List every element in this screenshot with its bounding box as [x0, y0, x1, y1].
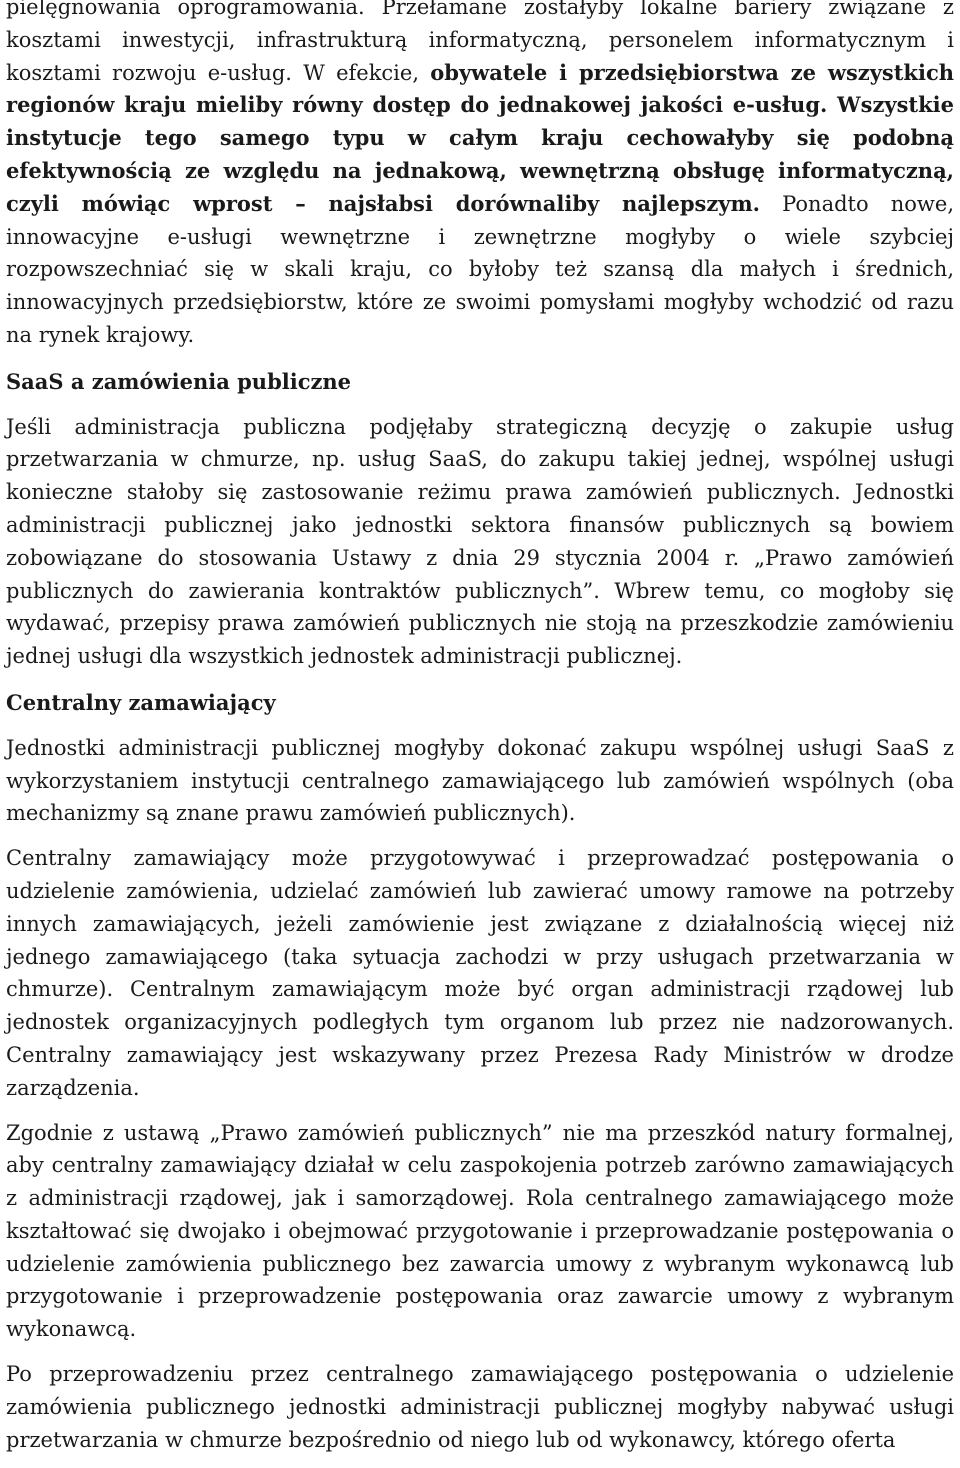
section-heading-saas: SaaS a zamówienia publiczne	[6, 368, 352, 394]
paragraph-cloud-benefits-intro: pielęgnowania oprogramowania. Przełamane zostałyby lokalne bariery związane z kosztami inwestycji, infrastrukturą informatyczną, personelem informatycznym i kosztami rozwoju e-usług. W efekcie,	[6, 0, 954, 85]
paragraph-saas-procurement: Jeśli administracja publiczna podjęłaby strategiczną decyzję o zakupie usług przetwarzania w chmurze, np. usług SaaS, do zakupu takiej jednej, wspólnej usługi konieczne stałoby się zastosowanie reżimu prawa zamówień publicznych. Jednostki administracji publicznej jako jednostki sektora finansów publicznych są bowiem zobowiązane do stosowania Ustawy z dnia 29 stycznia 2004 r. „Prawo zamówień publicznych do zawierania kontraktów publicznych”. Wbrew temu, co mogłoby się wydawać, przepisy prawa zamówień publicznych nie stoją na przeszkodzie zamówieniu jednej usługi dla wszystkich jednostek administracji publicznej.	[6, 414, 954, 669]
paragraph-cloud-benefits	[6, 0, 954, 352]
paragraph-cloud-benefits-outro: Ponadto nowe, innowacyjne e-usługi wewnętrzne i zewnętrzne mogłyby o wiele szybciej rozpowszechniać się w skali kraju, co byłoby też szansą dla małych i średnich, innowacyjnych przedsiębiorstw, które ze swoimi pomysłami mogłyby wchodzić od razu na rynek krajowy.	[6, 191, 954, 347]
paragraph-after-procedure: Po przeprowadzeniu przez centralnego zamawiającego postępowania o udzielenie zamówienia publicznego jednostki administracji publicznej mogłyby nabywać usługi przetwarzania w chmurze bezpośrednio od niego lub od wykonawcy, którego oferta	[6, 1362, 954, 1452]
section-heading-central-buyer: Centralny zamawiający	[6, 689, 276, 715]
paragraph-joint-purchase: Jednostki administracji publicznej mogłyby dokonać zakupu wspólnej usługi SaaS z wykorzystaniem instytucji centralnego zamawiającego lub zamówień wspólnych (oba mechanizmy są znane prawu zamówień publicznych).	[6, 735, 954, 826]
document-page	[6, 0, 954, 1456]
paragraph-cloud-benefits-emphasis: obywatele i przedsiębiorstwa ze wszystkich regionów kraju mieliby równy dostęp do jednakowej jakości e-usług. Wszystkie instytucje tego samego typu w całym kraju cechowałyby się podobną efektywnością ze względu na jednakową, wewnętrzną obsługę informatyczną, czyli mówiąc wprost – najsłabsi dorównaliby najlepszym.	[6, 59, 955, 216]
paragraph-central-buyer-role: Centralny zamawiający może przygotowywać i przeprowadzać postępowania o udzielenie zamówienia, udzielać zamówień lub zawierać umowy ramowe na potrzeby innych zamawiających, jeżeli zamówienie jest związane z działalnością więcej niż jednego zamawiającego (taka sytuacja zachodzi w przy usługach przetwarzania w chmurze). Centralnym zamawiającym może być organ administracji rządowej lub jednostek organizacyjnych podległych tym organom lub przez nie nadzorowanych. Centralny zamawiający jest wskazywany przez Prezesa Rady Ministrów w drodze zarządzenia.	[6, 846, 954, 1100]
paragraph-legal-basis: Zgodnie z ustawą „Prawo zamówień publicznych” nie ma przeszkód natury formalnej, aby centralny zamawiający działał w celu zaspokojenia potrzeb zarówno zamawiających z administracji rządowej, jak i samorządowej. Rola centralnego zamawiającego może kształtować się dwojako i obejmować przygotowanie i przeprowadzanie postępowania o udzielenie zamówienia publicznego bez zawarcia umowy z wybranym wykonawcą lub przygotowanie i przeprowadzenie postępowania oraz zawarcie umowy z wybranym wykonawcą.	[6, 1120, 954, 1342]
